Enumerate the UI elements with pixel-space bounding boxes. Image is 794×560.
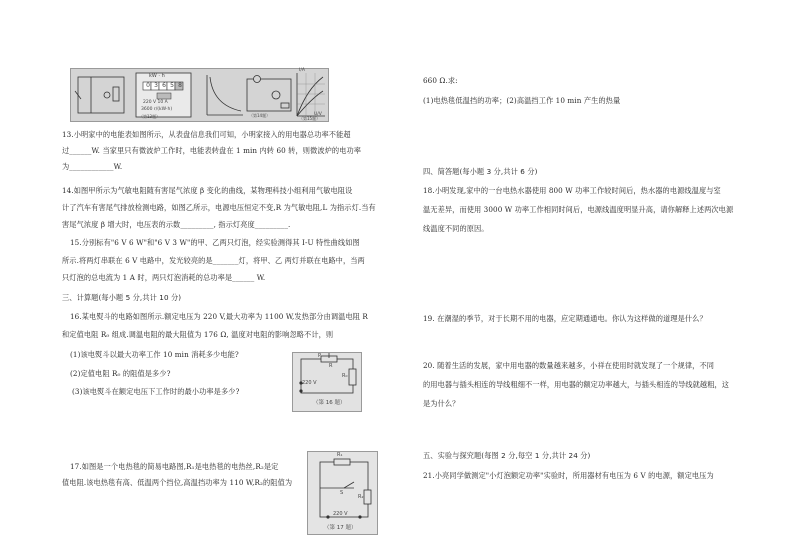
- section-5-title: 五、实验与探究题(每图 2 分,每空 1 分,共计 24 分): [423, 451, 591, 460]
- figure-q13-q15: [70, 68, 329, 122]
- caption-15: （第15题）: [299, 116, 321, 121]
- q18-line-3: 线温度不同的原因。: [423, 224, 489, 233]
- figure-q13-q15-drawing: [71, 69, 328, 121]
- voltage-220v: 220 V: [302, 380, 317, 386]
- axis-label-i: I/A: [299, 68, 305, 73]
- label-p: P: [318, 353, 322, 359]
- meter-digit: 8: [178, 82, 182, 89]
- q20-line-2: 的用电器与插头相连的导线粗细不一样，用电器的额定功率越大，与插头相连的导线就越粗，这: [423, 380, 730, 389]
- q17-line-2: 值电阻.该电热毯有高、低温两个挡位,高温挡功率为 110 W,R₂的阻值为: [62, 478, 293, 487]
- caption-13: （第13题）: [139, 114, 161, 119]
- meter-digit: 3: [154, 82, 158, 89]
- q15-line-2: 所示.将两灯串联在 6 V 电路中，发光较亮的是_______灯，将甲、乙 两灯并联在电路中，当两: [62, 256, 365, 265]
- q16-sub-2: (2)定值电阻 R₀ 的阻值是多少?: [70, 369, 171, 378]
- q15-line-3: 只灯泡的总电流为 1 A 时，两只灯泡消耗的总功率是______ W.: [62, 273, 266, 282]
- section-3-title: 三、计算题(每小题 5 分,共计 10 分): [62, 293, 182, 302]
- q13-line-1: 13.小明家中的电能表如图所示，从表盘信息我们可知，小明家接入的用电器总功率不能超: [62, 130, 351, 139]
- q14-line-2: 计了汽车有害尾气排放检测电路，如图乙所示，电源电压恒定不变,R 为气敏电阻,L 为指示灯.当有: [62, 203, 376, 212]
- q20-line-1: 20. 随着生活的发展，家中用电器的数量越来越多，小祥在使用时就发现了一个规律，不同: [423, 361, 715, 370]
- axis-label-u: U/V: [314, 112, 322, 117]
- q14-line-3: 害尾气浓度 β 增大时，电压表的示数_________, 指示灯亮度_________.: [62, 220, 291, 229]
- q21-line-1: 21.小亮同学做测定"小灯泡额定功率"实验时，所用器材有电压为 6 V 的电源，额定电压为: [423, 471, 714, 480]
- q18-line-2: 温无差异，而使用 3000 W 功率工作相同时间后，电源线温度明显升高，请你解释上述两次电源: [423, 205, 734, 214]
- figure-q17: [307, 451, 378, 535]
- q16-line-1: 16.某电熨斗的电路如图所示.额定电压为 220 V,最大功率为 1100 W,发热部分由调温电阻 R: [70, 312, 368, 321]
- voltage-220v: 220 V: [333, 511, 348, 517]
- q16-line-2: 和定值电阻 R₀ 组成.调温电阻的最大阻值为 176 Ω, 温度对电阻的影响忽略不计，则: [62, 330, 334, 339]
- q18-line-1: 18.小明发现,家中的一台电热水器使用 800 W 功率工作较时间后，热水器的电源线温度与室: [423, 186, 721, 195]
- meter-digit: 5: [170, 82, 174, 89]
- q20-line-3: 是为什么？: [423, 399, 460, 408]
- caption-14: （第14题）: [249, 113, 271, 118]
- q16-sub-1: (1)该电熨斗以最大功率工作 10 min 消耗多少电能?: [70, 350, 239, 359]
- q13-line-3: 为____________W.: [62, 162, 123, 171]
- meter-spec-1: 220 V 10 A: [143, 100, 168, 105]
- q16-sub-3: (3)该电熨斗在额定电压下工作时的最小功率是多少?: [72, 387, 240, 396]
- caption-17: （第 17 题）: [324, 525, 357, 531]
- q13-line-2: 过______W. 当家里只有微波炉工作时，电能表转盘在 1 min 内转 60 转，则微波炉的电功率: [62, 146, 362, 155]
- meter-digit: 0: [146, 82, 150, 89]
- label-s: S: [340, 490, 344, 496]
- label-r1: R₁: [337, 452, 343, 458]
- caption-16: （第 16 题）: [313, 400, 346, 406]
- q19-line-1: 19. 在潮湿的季节，对于长期不用的电器，应定期通通电。你认为这样做的道理是什么？: [423, 314, 707, 323]
- label-r2: R₂: [358, 494, 364, 500]
- meter-spec-2: 3600 r/(kW·h): [141, 107, 173, 112]
- q14-line-1: 14.如图甲所示为气敏电阻随有害尾气浓度 β 变化的曲线，某物理科技小组利用气敏电阻设: [62, 186, 353, 195]
- q15-line-1: 15.分别标有"6 V 6 W"和"6 V 3 W"的甲、乙两只灯泡，经实验测得其 I-U 特性曲线如图: [70, 238, 360, 247]
- meter-digit: 6: [162, 82, 166, 89]
- q17-cont-2: (1)电热毯低温挡的功率；(2)高温挡工作 10 min 产生的热量: [423, 96, 621, 105]
- q17-cont-1: 660 Ω.求:: [423, 76, 458, 85]
- meter-header: kW · h: [149, 73, 165, 79]
- label-r0: R₀: [342, 373, 348, 379]
- figure-q16: [292, 352, 362, 412]
- section-4-title: 四、简答题(每小题 3 分,共计 6 分): [423, 167, 538, 176]
- q17-line-1: 17.如图是一个电热毯的简易电路图,R₁是电热毯的电热丝,R₂是定: [70, 462, 279, 471]
- label-r: R: [329, 363, 333, 369]
